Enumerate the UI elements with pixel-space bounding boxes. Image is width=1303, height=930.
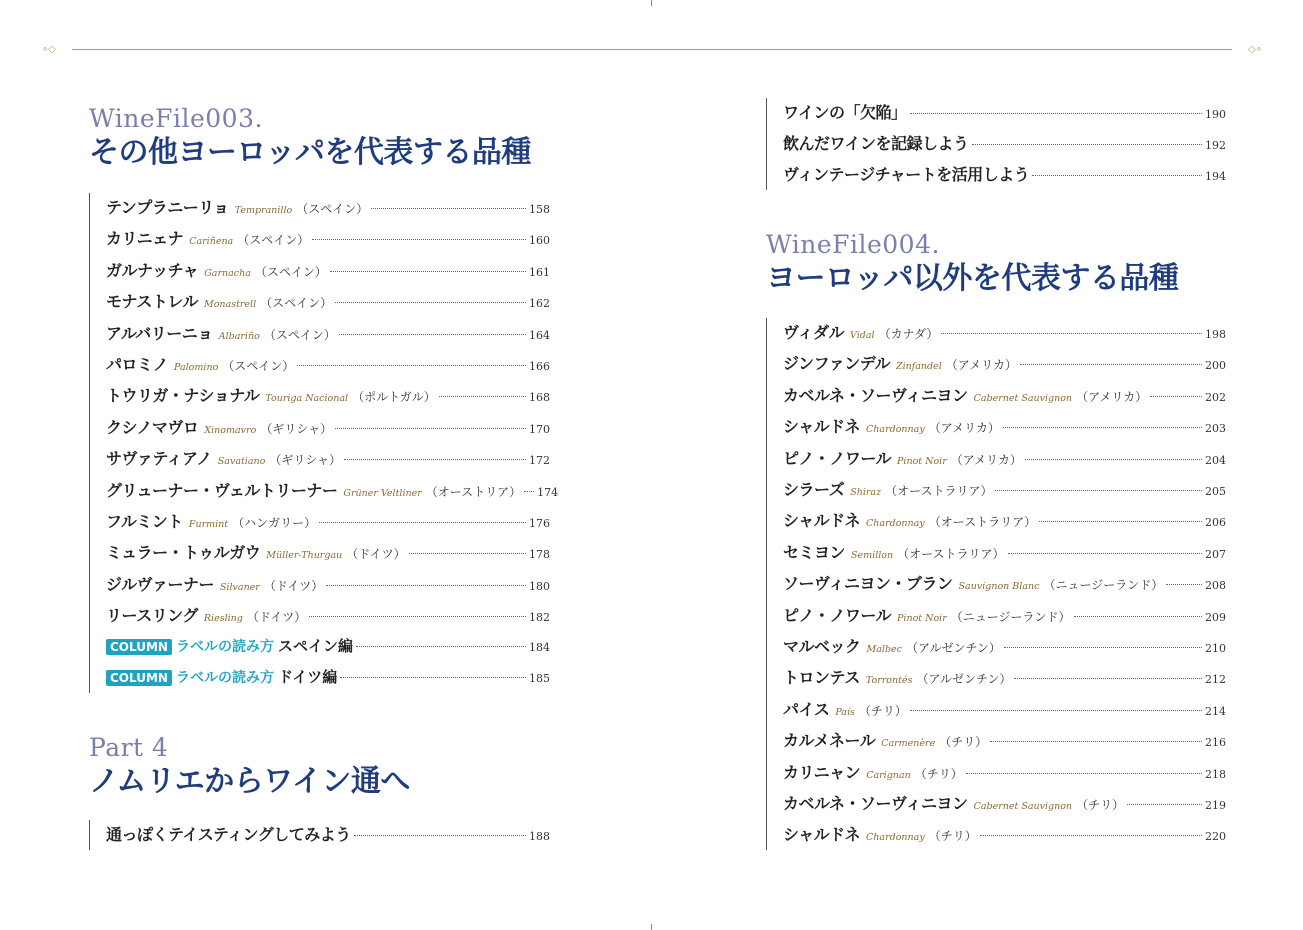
leader-dots — [1008, 553, 1202, 554]
page-number: 194 — [1205, 170, 1226, 183]
leader-dots — [335, 302, 526, 303]
page-number: 207 — [1205, 547, 1226, 561]
section-label: WineFile003. — [89, 104, 263, 133]
entry-country: （スペイン） — [260, 296, 333, 311]
leader-dots — [344, 459, 526, 460]
page-number: 166 — [529, 360, 550, 373]
entry-country: （ドイツ） — [346, 547, 406, 562]
entry-title: ジルヴァーナー — [106, 574, 214, 594]
leader-dots — [297, 365, 526, 366]
page-number: 178 — [529, 548, 550, 562]
entry-country: （アルゼンチン） — [916, 672, 1012, 687]
toc-entry[interactable] — [783, 100, 1226, 124]
entry-title: カベルネ・ソーヴィニヨン — [783, 385, 968, 405]
toc-list-wf003 — [89, 193, 559, 693]
entry-country: （チリ） — [858, 703, 907, 718]
column-topic: スペイン編 — [277, 636, 353, 655]
section-label: WineFile004. — [766, 230, 940, 259]
leader-dots — [1014, 678, 1202, 679]
page-number: 203 — [1205, 422, 1226, 436]
page-number: 168 — [529, 391, 550, 405]
page-number: 220 — [1205, 830, 1226, 844]
leader-dots — [1003, 427, 1202, 428]
toc-entry[interactable] — [106, 478, 559, 502]
center-tick-top — [651, 0, 652, 6]
entry-title: カリニェナ — [106, 229, 184, 249]
page-number: 182 — [529, 611, 550, 625]
entry-country: （アメリカ） — [1076, 389, 1148, 404]
entry-latin-name: Touriga Nacional — [265, 393, 349, 405]
entry-country: （アメリカ） — [950, 452, 1022, 467]
entry-country: （オーストラリア） — [885, 484, 993, 498]
entry-latin-name: Chardonnay — [866, 832, 925, 844]
leader-dots — [371, 208, 526, 209]
entry-latin-name: Tempranillo — [234, 205, 293, 216]
page-number: 160 — [529, 234, 550, 248]
left-page-rule — [42, 44, 652, 56]
entry-country: （ポルトガル） — [352, 390, 436, 405]
entry-latin-name: Albariño — [218, 330, 260, 342]
entry-title: アルバリーニョ — [106, 323, 213, 343]
page-number: 158 — [529, 203, 550, 216]
entry-title: トロンテス — [783, 668, 860, 688]
entry-title: ジンファンデル — [783, 354, 890, 374]
entry-title: ヴィダル — [783, 323, 845, 342]
entry-latin-name: Savatiano — [217, 456, 266, 468]
rule-line — [652, 49, 1232, 50]
entry-latin-name: Cariñena — [189, 236, 234, 248]
entry-title: ソーヴィニヨン・ブラン — [783, 574, 953, 594]
entry-country: （ニュージーランド） — [1043, 578, 1164, 593]
toc-entry[interactable] — [783, 728, 1226, 752]
page-number: 205 — [1205, 485, 1226, 498]
toc-entry[interactable] — [106, 226, 550, 250]
section-label: Part 4 — [89, 733, 169, 762]
entry-latin-name: Garnacha — [204, 267, 251, 279]
toc-column-entry[interactable] — [106, 635, 550, 659]
center-tick-bottom — [651, 924, 652, 930]
entry-title: トウリガ・ナショナル — [106, 386, 260, 406]
entry-title: サヴァティアノ — [106, 449, 212, 469]
entry-latin-name: Pinot Noir — [897, 455, 947, 467]
entry-country: （ギリシャ） — [260, 421, 333, 436]
entry-latin-name: Chardonnay — [866, 424, 925, 436]
entry-latin-name: Xinomavro — [204, 424, 257, 436]
ornament-icon: ◇∘ — [1248, 44, 1262, 55]
toc-entry[interactable] — [783, 508, 1226, 532]
page-number: 192 — [1205, 139, 1226, 152]
wf003-heading — [89, 104, 531, 172]
entry-country: （チリ） — [939, 735, 988, 750]
leader-dots — [910, 113, 1202, 114]
toc-entry[interactable] — [783, 162, 1226, 186]
entry-latin-name: Semillon — [851, 549, 894, 561]
toc-list-part4 — [89, 820, 550, 850]
entry-title: ピノ・ノワール — [783, 605, 892, 625]
entry-country: （ギリシャ） — [269, 453, 342, 468]
ornament-icon: ∘◇ — [42, 44, 56, 55]
entry-latin-name: Carignan — [866, 769, 911, 781]
leader-dots — [409, 553, 526, 554]
entry-title: クシノマヴロ — [106, 417, 199, 437]
entry-latin-name: Cabernet Sauvignon — [973, 801, 1073, 812]
toc-column-entry[interactable] — [106, 666, 550, 690]
page-number: 164 — [529, 328, 550, 342]
entry-country: （チリ） — [914, 766, 963, 781]
toc-entry[interactable] — [783, 822, 1226, 846]
page-number: 204 — [1205, 453, 1226, 467]
leader-dots — [995, 490, 1202, 491]
leader-dots — [319, 522, 526, 523]
entry-country: （ドイツ） — [246, 610, 307, 625]
column-badge: COLUMN — [106, 639, 172, 655]
entry-country: （オーストラリア） — [928, 515, 1037, 530]
entry-latin-name: Pinot Noir — [897, 612, 947, 624]
leader-dots — [972, 144, 1202, 145]
entry-country: （スペイン） — [237, 233, 310, 248]
entry-title: グリューナー・ヴェルトリーナー — [106, 480, 338, 500]
entry-title: リースリング — [106, 606, 198, 626]
page-number: 216 — [1205, 736, 1226, 750]
page-number: 206 — [1205, 516, 1226, 530]
leader-dots — [339, 334, 526, 335]
page-number: 200 — [1205, 359, 1226, 373]
toc-entry[interactable] — [783, 414, 1226, 438]
leader-dots — [1039, 521, 1202, 522]
entry-title: テンプラニーリョ — [106, 198, 229, 217]
entry-country: （スペイン） — [222, 359, 295, 373]
toc-entry[interactable] — [783, 603, 1226, 627]
column-subtitle: ラベルの読み方 — [175, 670, 274, 686]
page-number: 176 — [529, 517, 550, 530]
entry-title: ヴィンテージチャートを活用しよう — [783, 165, 1030, 184]
entry-title: シラーズ — [783, 480, 845, 499]
entry-title: ピノ・ノワール — [783, 448, 892, 468]
entry-country: （オーストリア） — [425, 484, 522, 499]
page-number: 198 — [1205, 328, 1226, 341]
page-number: 185 — [529, 672, 550, 685]
leader-dots — [439, 396, 526, 397]
toc-list-wf004 — [766, 318, 1226, 850]
leader-dots — [941, 333, 1202, 334]
entry-country: （カナダ） — [878, 327, 939, 341]
entry-title: パロミノ — [106, 355, 169, 374]
toc-entry[interactable] — [783, 477, 1226, 501]
entry-country: （チリ） — [928, 829, 977, 844]
column-badge: COLUMN — [106, 670, 172, 686]
leader-dots — [1127, 804, 1202, 805]
leader-dots — [335, 428, 526, 429]
entry-country: （スペイン） — [263, 327, 336, 342]
toc-entry[interactable] — [783, 634, 1226, 658]
toc-entry[interactable] — [106, 195, 550, 219]
entry-title: カベルネ・ソーヴィニヨン — [783, 794, 968, 813]
leader-dots — [1025, 459, 1202, 460]
entry-title: カリニャン — [783, 762, 861, 782]
page-number: 209 — [1205, 610, 1226, 624]
toc-entry[interactable] — [783, 320, 1226, 344]
entry-title: 飲んだワインを記録しよう — [783, 134, 969, 153]
toc-entry[interactable] — [106, 289, 550, 313]
leader-dots — [980, 835, 1202, 836]
entry-latin-name: Torrontés — [865, 675, 913, 687]
page-number: 219 — [1205, 799, 1226, 812]
page-number: 210 — [1205, 642, 1226, 655]
leader-dots — [326, 585, 526, 586]
leader-dots — [1020, 364, 1202, 365]
page-number: 214 — [1205, 704, 1226, 718]
leader-dots — [330, 271, 526, 272]
entry-country: （ニュージーランド） — [950, 609, 1071, 624]
page-number: 170 — [529, 422, 550, 436]
section-title: ヨーロッパ以外を代表する品種 — [766, 261, 1179, 296]
leader-dots — [1166, 584, 1202, 585]
entry-latin-name: Vidal — [850, 330, 875, 341]
toc-entry[interactable] — [106, 572, 550, 596]
leader-dots — [1074, 616, 1202, 617]
entry-title: シャルドネ — [783, 417, 861, 437]
section-title: その他ヨーロッパを代表する品種 — [89, 135, 531, 170]
entry-title: マルベック — [783, 637, 861, 656]
entry-latin-name: Monastrell — [203, 299, 257, 311]
entry-title: ガルナッチャ — [106, 260, 199, 280]
leader-dots — [312, 239, 526, 240]
entry-country: （スペイン） — [254, 264, 327, 279]
entry-latin-name: Silvaner — [219, 581, 260, 593]
part4-heading — [89, 733, 410, 801]
entry-country: （ドイツ） — [263, 578, 324, 593]
toc-entry[interactable] — [106, 415, 550, 439]
entry-latin-name: Palomino — [174, 362, 219, 373]
toc-entry[interactable] — [106, 352, 550, 376]
leader-dots — [990, 741, 1202, 742]
toc-entry[interactable] — [783, 383, 1226, 407]
page-number: 184 — [529, 640, 550, 654]
toc-entry[interactable] — [106, 822, 550, 846]
entry-latin-name: Riesling — [203, 613, 243, 625]
page-number: 202 — [1205, 390, 1226, 404]
leader-dots — [356, 646, 526, 647]
entry-title: モナストレル — [106, 292, 198, 312]
leader-dots — [910, 710, 1202, 711]
page-number: 161 — [529, 265, 550, 279]
entry-latin-name: Grüner Veltliner — [343, 487, 422, 499]
toc-entry[interactable] — [783, 760, 1226, 784]
wf004-heading — [766, 230, 1178, 298]
entry-latin-name: Cabernet Sauvignon — [973, 392, 1073, 404]
toc-entry[interactable] — [106, 258, 550, 282]
entry-latin-name: Müller-Thurgau — [266, 550, 343, 562]
entry-title: ワインの「欠陥」 — [783, 103, 907, 122]
entry-country: （オーストラリア） — [897, 546, 1005, 561]
toc-entry[interactable] — [106, 540, 550, 564]
entry-country: （アメリカ） — [945, 358, 1017, 373]
page-number: 208 — [1205, 579, 1226, 593]
page-number: 188 — [529, 830, 550, 843]
entry-latin-name: Malbec — [866, 644, 902, 655]
column-subtitle: ラベルの読み方 — [175, 638, 274, 655]
toc-list-continued — [766, 98, 1226, 190]
toc-entry[interactable] — [106, 509, 550, 533]
entry-title: セミヨン — [783, 542, 846, 562]
entry-latin-name: País — [835, 706, 855, 718]
entry-latin-name: Carmenère — [881, 738, 936, 750]
leader-dots — [1004, 647, 1202, 648]
toc-entry[interactable] — [783, 540, 1226, 564]
entry-title: パイス — [783, 699, 830, 719]
toc-entry[interactable] — [783, 446, 1226, 470]
entry-title: ミュラー・トゥルガウ — [106, 543, 261, 563]
leader-dots — [309, 616, 526, 617]
toc-entry[interactable] — [783, 571, 1226, 595]
section-title: ノムリエからワイン通へ — [89, 764, 410, 799]
page-number: 174 — [537, 485, 559, 499]
toc-entry[interactable] — [783, 131, 1226, 155]
rule-line — [72, 49, 652, 50]
toc-entry[interactable] — [783, 665, 1226, 689]
entry-latin-name: Zinfandel — [895, 361, 942, 373]
page-number: 190 — [1205, 108, 1226, 121]
page-number: 162 — [529, 297, 550, 311]
toc-entry[interactable] — [106, 383, 550, 407]
page-number: 212 — [1205, 673, 1226, 687]
page-number: 218 — [1205, 767, 1226, 781]
leader-dots — [340, 677, 526, 678]
page-number: 180 — [529, 579, 550, 593]
entry-country: （ハンガリー） — [232, 516, 317, 530]
entry-country: （アルゼンチン） — [905, 641, 1001, 655]
entry-country: （アメリカ） — [928, 421, 1000, 436]
toc-entry[interactable] — [783, 351, 1226, 375]
entry-country: （スペイン） — [296, 202, 369, 216]
entry-title: シャルドネ — [783, 511, 861, 531]
entry-latin-name: Furmint — [188, 519, 229, 530]
entry-title: シャルドネ — [783, 825, 861, 845]
leader-dots — [1032, 175, 1202, 176]
toc-entry[interactable] — [106, 446, 550, 470]
entry-country: （チリ） — [1076, 798, 1125, 812]
entry-latin-name: Chardonnay — [866, 518, 925, 530]
column-topic: ドイツ編 — [277, 668, 338, 686]
entry-title: 通っぽくテイスティングしてみよう — [106, 825, 351, 844]
right-page-rule — [652, 44, 1262, 56]
toc-entry[interactable] — [783, 697, 1226, 721]
page-number: 172 — [529, 454, 550, 468]
leader-dots — [1150, 396, 1202, 397]
toc-entry[interactable] — [783, 791, 1226, 815]
toc-entry[interactable] — [106, 321, 550, 345]
entry-latin-name: Sauvignon Blanc — [958, 581, 1040, 593]
entry-title: カルメネール — [783, 731, 876, 751]
toc-entry[interactable] — [106, 603, 550, 627]
entry-title: フルミント — [106, 512, 183, 531]
leader-dots — [966, 773, 1202, 774]
entry-latin-name: Shiraz — [850, 487, 882, 498]
leader-dots — [354, 835, 526, 836]
leader-dots — [524, 491, 534, 492]
